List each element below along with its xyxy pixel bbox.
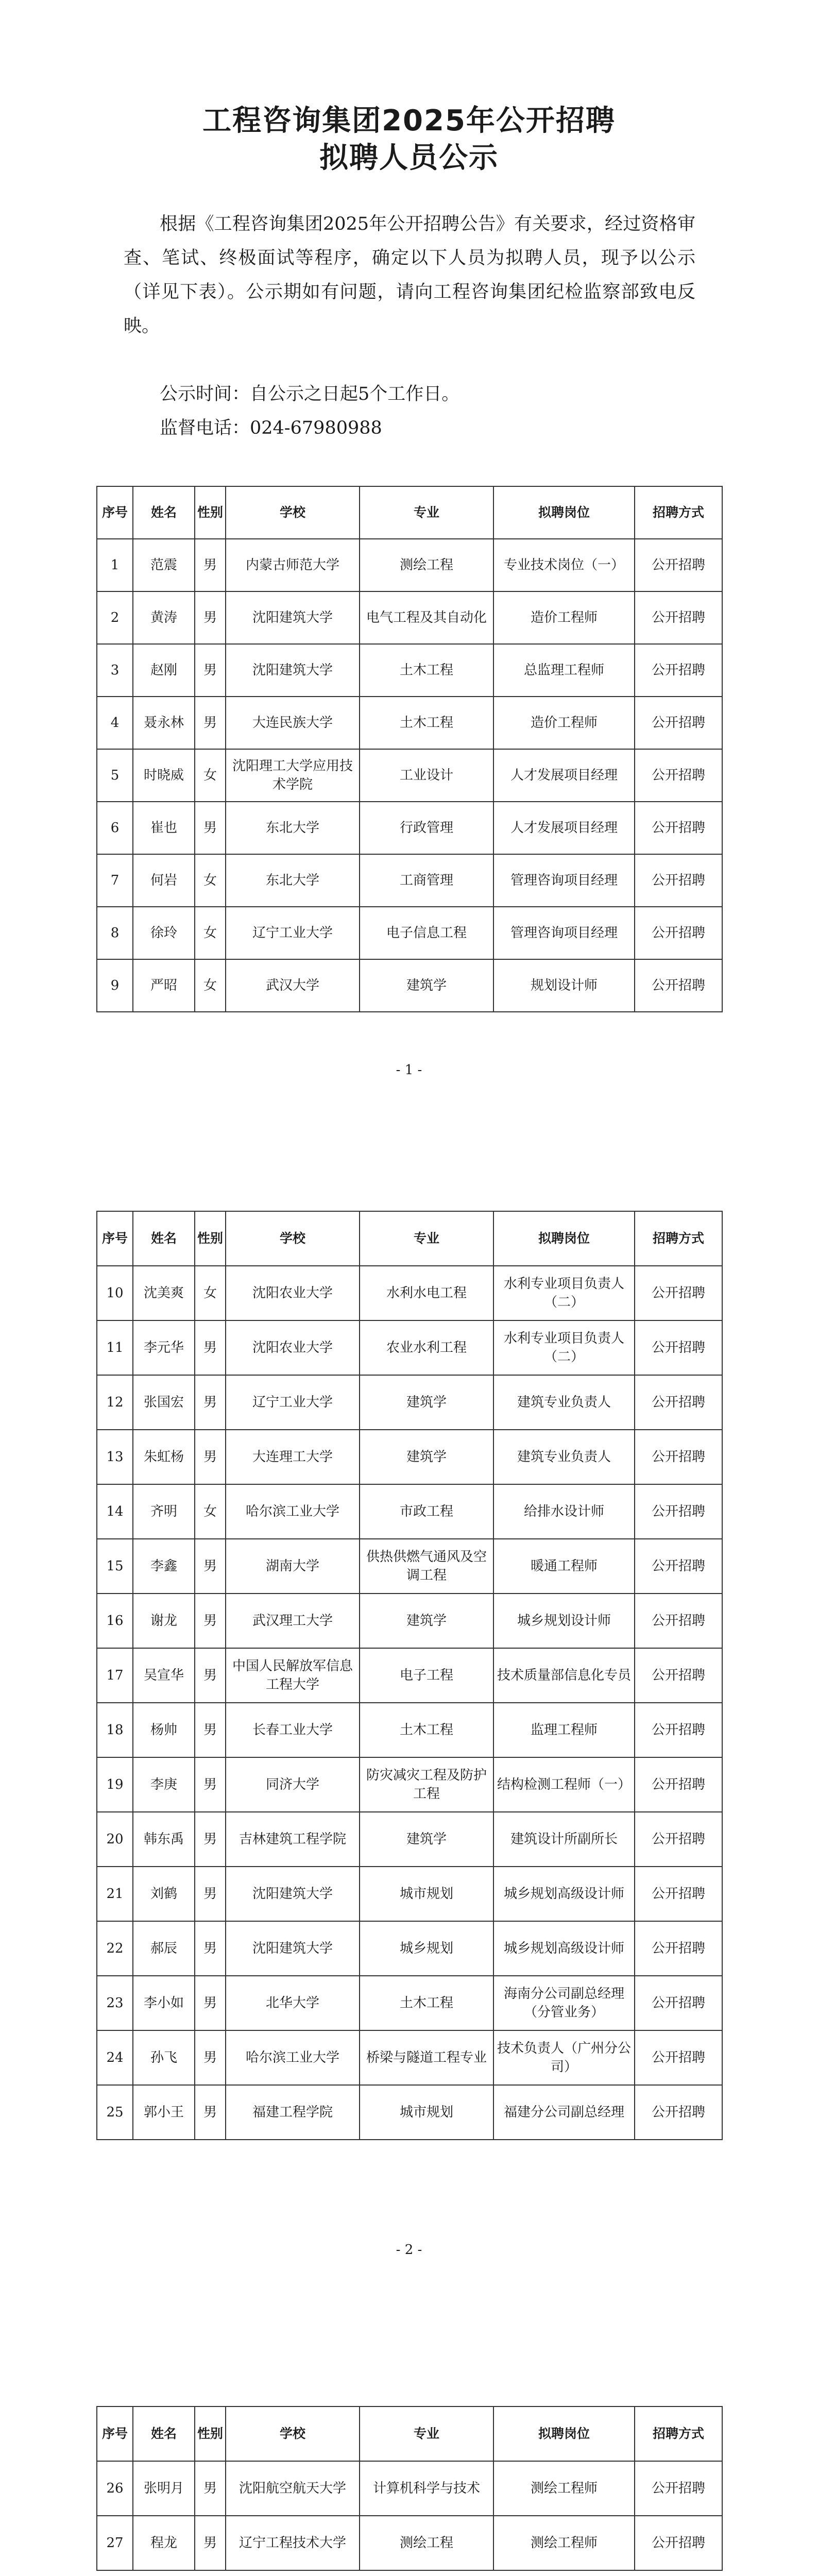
school-cell: 北华大学 <box>226 1976 360 2030</box>
major-cell: 城市规划 <box>360 2085 493 2140</box>
method-cell: 公开招聘 <box>635 1976 722 2030</box>
candidates-table-page-1 <box>96 486 723 1012</box>
table-row <box>97 1703 722 1757</box>
seq-cell: 14 <box>97 1484 133 1539</box>
gender-cell: 男 <box>195 1320 226 1375</box>
seq-cell: 12 <box>97 1375 133 1430</box>
header-col-seq: 序号 <box>97 486 133 539</box>
major-cell: 电气工程及其自动化 <box>360 591 493 644</box>
position-cell: 建筑专业负责人 <box>493 1430 635 1484</box>
method-cell: 公开招聘 <box>635 1430 722 1484</box>
name-cell: 李元华 <box>133 1320 195 1375</box>
table-row <box>97 1594 722 1648</box>
header-col-seq: 序号 <box>97 1211 133 1266</box>
position-cell: 福建分公司副总经理 <box>493 2085 635 2140</box>
seq-cell: 23 <box>97 1976 133 2030</box>
header-col-position: 拟聘岗位 <box>493 1211 635 1266</box>
major-cell: 测绘工程 <box>360 539 493 591</box>
school-cell: 武汉大学 <box>226 959 360 1012</box>
name-cell: 韩东禹 <box>133 1812 195 1867</box>
page-2 <box>0 1113 818 2287</box>
header-col-major: 专业 <box>360 1211 493 1266</box>
table-row <box>97 959 722 1012</box>
school-cell: 同济大学 <box>226 1757 360 1812</box>
table-row <box>97 539 722 591</box>
major-cell: 建筑学 <box>360 959 493 1012</box>
header-col-gender: 性别 <box>195 1211 226 1266</box>
school-cell: 辽宁工程技术大学 <box>226 2516 360 2570</box>
seq-cell: 11 <box>97 1320 133 1375</box>
school-cell: 东北大学 <box>226 802 360 854</box>
table-row <box>97 854 722 907</box>
name-cell: 刘鹤 <box>133 1867 195 1921</box>
table-row <box>97 1867 722 1921</box>
gender-cell: 男 <box>195 2085 226 2140</box>
position-cell: 管理咨询项目经理 <box>493 907 635 959</box>
gender-cell: 女 <box>195 749 226 802</box>
header-col-gender: 性别 <box>195 486 226 539</box>
school-cell: 内蒙古师范大学 <box>226 539 360 591</box>
school-cell: 湖南大学 <box>226 1539 360 1594</box>
name-cell: 孙飞 <box>133 2030 195 2085</box>
position-cell: 人才发展项目经理 <box>493 802 635 854</box>
position-cell: 造价工程师 <box>493 697 635 749</box>
name-cell: 李鑫 <box>133 1539 195 1594</box>
gender-cell: 女 <box>195 959 226 1012</box>
seq-cell: 25 <box>97 2085 133 2140</box>
name-cell: 严昭 <box>133 959 195 1012</box>
position-cell: 专业技术岗位（一） <box>493 539 635 591</box>
school-cell: 沈阳建筑大学 <box>226 1867 360 1921</box>
page-subtitle: 拟聘人员公示 <box>319 141 499 175</box>
method-cell: 公开招聘 <box>635 1757 722 1812</box>
table-row <box>97 1320 722 1375</box>
school-cell: 哈尔滨工业大学 <box>226 1484 360 1539</box>
gender-cell: 男 <box>195 1867 226 1921</box>
seq-cell: 27 <box>97 2516 133 2570</box>
table-row <box>97 907 722 959</box>
candidates-table-page-2 <box>96 1211 723 2140</box>
method-cell: 公开招聘 <box>635 2461 722 2516</box>
method-cell: 公开招聘 <box>635 539 722 591</box>
position-cell: 监理工程师 <box>493 1703 635 1757</box>
school-cell: 中国人民解放军信息工程大学 <box>226 1648 360 1703</box>
position-cell: 建筑设计所副所长 <box>493 1812 635 1867</box>
notice-phone: 监督电话：024-67980988 <box>160 418 382 438</box>
method-cell: 公开招聘 <box>635 1648 722 1703</box>
seq-cell: 7 <box>97 854 133 907</box>
school-cell: 沈阳航空航天大学 <box>226 2461 360 2516</box>
method-cell: 公开招聘 <box>635 802 722 854</box>
position-cell: 给排水设计师 <box>493 1484 635 1539</box>
seq-cell: 10 <box>97 1266 133 1320</box>
table-row <box>97 1648 722 1703</box>
seq-cell: 17 <box>97 1648 133 1703</box>
major-cell: 市政工程 <box>360 1484 493 1539</box>
name-cell: 程龙 <box>133 2516 195 2570</box>
school-cell: 辽宁工业大学 <box>226 1375 360 1430</box>
gender-cell: 男 <box>195 1539 226 1594</box>
table-row <box>97 644 722 697</box>
major-cell: 城市规划 <box>360 1867 493 1921</box>
page-1 <box>0 0 818 1113</box>
seq-cell: 13 <box>97 1430 133 1484</box>
name-cell: 齐明 <box>133 1484 195 1539</box>
method-cell: 公开招聘 <box>635 1812 722 1867</box>
gender-cell: 男 <box>195 697 226 749</box>
table-row <box>97 749 722 802</box>
major-cell: 桥梁与隧道工程专业 <box>360 2030 493 2085</box>
gender-cell: 男 <box>195 1648 226 1703</box>
name-cell: 张国宏 <box>133 1375 195 1430</box>
header-col-school: 学校 <box>226 1211 360 1266</box>
major-cell: 建筑学 <box>360 1594 493 1648</box>
seq-cell: 16 <box>97 1594 133 1648</box>
gender-cell: 男 <box>195 644 226 697</box>
name-cell: 杨帅 <box>133 1703 195 1757</box>
page-number: - 1 - <box>396 1062 422 1078</box>
gender-cell: 女 <box>195 854 226 907</box>
header-col-seq: 序号 <box>97 2406 133 2461</box>
seq-cell: 8 <box>97 907 133 959</box>
school-cell: 长春工业大学 <box>226 1703 360 1757</box>
seq-cell: 4 <box>97 697 133 749</box>
name-cell: 谢龙 <box>133 1594 195 1648</box>
major-cell: 城乡规划 <box>360 1921 493 1976</box>
gender-cell: 男 <box>195 1976 226 2030</box>
gender-cell: 男 <box>195 1757 226 1812</box>
method-cell: 公开招聘 <box>635 1320 722 1375</box>
table-row <box>97 2085 722 2140</box>
major-cell: 土木工程 <box>360 697 493 749</box>
major-cell: 行政管理 <box>360 802 493 854</box>
seq-cell: 26 <box>97 2461 133 2516</box>
seq-cell: 24 <box>97 2030 133 2085</box>
seq-cell: 18 <box>97 1703 133 1757</box>
table-row <box>97 802 722 854</box>
table-row <box>97 2030 722 2085</box>
seq-cell: 15 <box>97 1539 133 1594</box>
major-cell: 土木工程 <box>360 1976 493 2030</box>
name-cell: 赵刚 <box>133 644 195 697</box>
position-cell: 管理咨询项目经理 <box>493 854 635 907</box>
gender-cell: 女 <box>195 1266 226 1320</box>
major-cell: 土木工程 <box>360 644 493 697</box>
position-cell: 测绘工程师 <box>493 2461 635 2516</box>
table-header-row <box>97 486 722 539</box>
header-col-gender: 性别 <box>195 2406 226 2461</box>
major-cell: 电子信息工程 <box>360 907 493 959</box>
name-cell: 李庚 <box>133 1757 195 1812</box>
school-cell: 沈阳农业大学 <box>226 1266 360 1320</box>
gender-cell: 男 <box>195 2461 226 2516</box>
major-cell: 电子工程 <box>360 1648 493 1703</box>
method-cell: 公开招聘 <box>635 854 722 907</box>
gender-cell: 男 <box>195 591 226 644</box>
seq-cell: 21 <box>97 1867 133 1921</box>
major-cell: 工业设计 <box>360 749 493 802</box>
position-cell: 城乡规划设计师 <box>493 1594 635 1648</box>
table-row <box>97 591 722 644</box>
school-cell: 东北大学 <box>226 854 360 907</box>
gender-cell: 男 <box>195 1430 226 1484</box>
gender-cell: 男 <box>195 539 226 591</box>
position-cell: 技术质量部信息化专员 <box>493 1648 635 1703</box>
major-cell: 工商管理 <box>360 854 493 907</box>
major-cell: 防灾减灾工程及防护工程 <box>360 1757 493 1812</box>
position-cell: 城乡规划高级设计师 <box>493 1867 635 1921</box>
table-row <box>97 1539 722 1594</box>
header-col-method: 招聘方式 <box>635 2406 722 2461</box>
position-cell: 建筑专业负责人 <box>493 1375 635 1430</box>
method-cell: 公开招聘 <box>635 1539 722 1594</box>
method-cell: 公开招聘 <box>635 749 722 802</box>
method-cell: 公开招聘 <box>635 1375 722 1430</box>
major-cell: 农业水利工程 <box>360 1320 493 1375</box>
major-cell: 建筑学 <box>360 1375 493 1430</box>
position-cell: 人才发展项目经理 <box>493 749 635 802</box>
header-col-major: 专业 <box>360 486 493 539</box>
seq-cell: 6 <box>97 802 133 854</box>
position-cell: 总监理工程师 <box>493 644 635 697</box>
gender-cell: 男 <box>195 1703 226 1757</box>
position-cell: 规划设计师 <box>493 959 635 1012</box>
method-cell: 公开招聘 <box>635 1867 722 1921</box>
school-cell: 辽宁工业大学 <box>226 907 360 959</box>
seq-cell: 19 <box>97 1757 133 1812</box>
name-cell: 崔也 <box>133 802 195 854</box>
seq-cell: 3 <box>97 644 133 697</box>
gender-cell: 男 <box>195 1921 226 1976</box>
table-row <box>97 1812 722 1867</box>
major-cell: 水利水电工程 <box>360 1266 493 1320</box>
gender-cell: 女 <box>195 907 226 959</box>
name-cell: 张明月 <box>133 2461 195 2516</box>
school-cell: 大连民族大学 <box>226 697 360 749</box>
major-cell: 建筑学 <box>360 1430 493 1484</box>
major-cell: 供热供燃气通风及空调工程 <box>360 1539 493 1594</box>
gender-cell: 男 <box>195 1812 226 1867</box>
name-cell: 吴宣华 <box>133 1648 195 1703</box>
method-cell: 公开招聘 <box>635 644 722 697</box>
major-cell: 建筑学 <box>360 1812 493 1867</box>
table-row <box>97 1921 722 1976</box>
table-row <box>97 1430 722 1484</box>
candidates-table-page-3 <box>96 2406 723 2571</box>
seq-cell: 1 <box>97 539 133 591</box>
school-cell: 沈阳建筑大学 <box>226 644 360 697</box>
header-col-school: 学校 <box>226 2406 360 2461</box>
major-cell: 测绘工程 <box>360 2516 493 2570</box>
seq-cell: 2 <box>97 591 133 644</box>
method-cell: 公开招聘 <box>635 1921 722 1976</box>
gender-cell: 男 <box>195 2516 226 2570</box>
intro-paragraph: 根据《工程咨询集团2025年公开招聘公告》有关要求，经过资格审查、笔试、终极面试等程序，确定以下人员为拟聘人员，现予以公示（详见下表）。公示期如有问题，请向工程咨询集团纪检监察部致电反映。 <box>124 214 695 336</box>
method-cell: 公开招聘 <box>635 959 722 1012</box>
school-cell: 沈阳建筑大学 <box>226 1921 360 1976</box>
method-cell: 公开招聘 <box>635 591 722 644</box>
name-cell: 徐玲 <box>133 907 195 959</box>
position-cell: 造价工程师 <box>493 591 635 644</box>
gender-cell: 男 <box>195 1594 226 1648</box>
seq-cell: 22 <box>97 1921 133 1976</box>
header-col-method: 招聘方式 <box>635 1211 722 1266</box>
page-number: - 2 - <box>396 2242 422 2258</box>
school-cell: 福建工程学院 <box>226 2085 360 2140</box>
table-row <box>97 1757 722 1812</box>
header-col-name: 姓名 <box>133 1211 195 1266</box>
name-cell: 郭小王 <box>133 2085 195 2140</box>
name-cell: 沈美爽 <box>133 1266 195 1320</box>
name-cell: 朱虹杨 <box>133 1430 195 1484</box>
position-cell: 测绘工程师 <box>493 2516 635 2570</box>
name-cell: 时晓威 <box>133 749 195 802</box>
method-cell: 公开招聘 <box>635 697 722 749</box>
method-cell: 公开招聘 <box>635 2085 722 2140</box>
gender-cell: 女 <box>195 1484 226 1539</box>
method-cell: 公开招聘 <box>635 2030 722 2085</box>
table-row <box>97 2461 722 2516</box>
table-row <box>97 697 722 749</box>
page-3 <box>0 2287 818 2576</box>
school-cell: 沈阳建筑大学 <box>226 591 360 644</box>
position-cell: 暖通工程师 <box>493 1539 635 1594</box>
school-cell: 大连理工大学 <box>226 1430 360 1484</box>
school-cell: 吉林建筑工程学院 <box>226 1812 360 1867</box>
table-row <box>97 1375 722 1430</box>
name-cell: 郝辰 <box>133 1921 195 1976</box>
gender-cell: 男 <box>195 2030 226 2085</box>
name-cell: 何岩 <box>133 854 195 907</box>
method-cell: 公开招聘 <box>635 1703 722 1757</box>
method-cell: 公开招聘 <box>635 1484 722 1539</box>
method-cell: 公开招聘 <box>635 1594 722 1648</box>
school-cell: 沈阳理工大学应用技术学院 <box>226 749 360 802</box>
header-col-major: 专业 <box>360 2406 493 2461</box>
method-cell: 公开招聘 <box>635 1266 722 1320</box>
page-title: 工程咨询集团2025年公开招聘 <box>202 104 616 138</box>
header-col-name: 姓名 <box>133 486 195 539</box>
table-row <box>97 1266 722 1320</box>
method-cell: 公开招聘 <box>635 2516 722 2570</box>
table-row <box>97 1976 722 2030</box>
school-cell: 武汉理工大学 <box>226 1594 360 1648</box>
school-cell: 哈尔滨工业大学 <box>226 2030 360 2085</box>
table-header-row <box>97 1211 722 1266</box>
name-cell: 聂永林 <box>133 697 195 749</box>
header-col-position: 拟聘岗位 <box>493 2406 635 2461</box>
header-col-school: 学校 <box>226 486 360 539</box>
seq-cell: 9 <box>97 959 133 1012</box>
position-cell: 技术负责人（广州分公司） <box>493 2030 635 2085</box>
header-col-method: 招聘方式 <box>635 486 722 539</box>
name-cell: 黄涛 <box>133 591 195 644</box>
major-cell: 土木工程 <box>360 1703 493 1757</box>
position-cell: 水利专业项目负责人（二） <box>493 1266 635 1320</box>
header-col-position: 拟聘岗位 <box>493 486 635 539</box>
position-cell: 海南分公司副总经理（分管业务） <box>493 1976 635 2030</box>
name-cell: 范震 <box>133 539 195 591</box>
position-cell: 城乡规划高级设计师 <box>493 1921 635 1976</box>
table-row <box>97 2516 722 2570</box>
seq-cell: 20 <box>97 1812 133 1867</box>
header-col-name: 姓名 <box>133 2406 195 2461</box>
school-cell: 沈阳农业大学 <box>226 1320 360 1375</box>
gender-cell: 男 <box>195 1375 226 1430</box>
position-cell: 水利专业项目负责人（二） <box>493 1320 635 1375</box>
position-cell: 结构检测工程师（一） <box>493 1757 635 1812</box>
notice-time: 公示时间：自公示之日起5个工作日。 <box>160 384 460 404</box>
table-row <box>97 1484 722 1539</box>
method-cell: 公开招聘 <box>635 907 722 959</box>
table-header-row <box>97 2406 722 2461</box>
gender-cell: 男 <box>195 802 226 854</box>
seq-cell: 5 <box>97 749 133 802</box>
name-cell: 李小如 <box>133 1976 195 2030</box>
major-cell: 计算机科学与技术 <box>360 2461 493 2516</box>
